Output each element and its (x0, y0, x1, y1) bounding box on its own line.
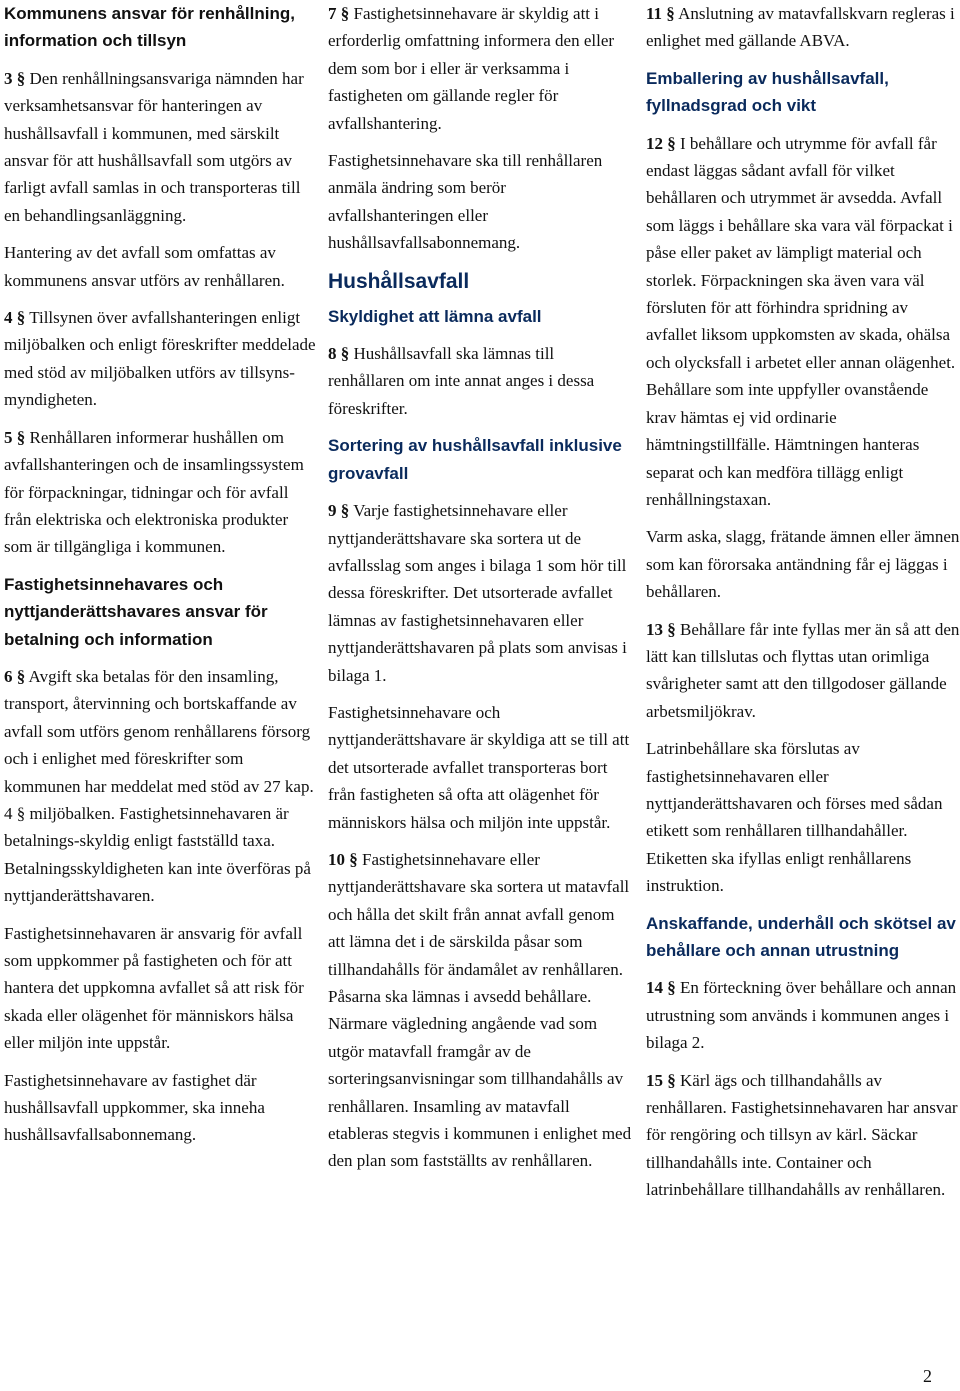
paragraph-6c: Fastighetsinnehavare av fastighet där hushållsavfall uppkommer, ska inneha hushållsavfallsabonnemang. (4, 1070, 265, 1145)
paragraph-3b: Hantering av det avfall som omfattas av kommunens ansvar utförs av renhållaren. (4, 243, 285, 290)
paragraph-text: Avgift ska betalas för den insamling, transport, återvinning och bortskaffande av avfall som utförs genom renhållarens försorg och i enlighet med föreskrifter som kommunen har meddelat med stöd av 27 kap. 4 § miljöbalken. Fastighetsinnehavaren är betalnings-skyldig enligt fastställd taxa. Betalningsskyldigheten kan inte överföras på nyttjanderättshavaren. (4, 666, 314, 906)
heading-kommunens-ansvar: Kommunens ansvar för renhållning, information och tillsyn (4, 4, 295, 51)
paragraph-4 (4, 304, 316, 414)
paragraph-text: Kärl ägs och tillhandahålls av renhållaren. Fastighetsinnehavaren har ansvar för rengöring och tillsyn av kärl. Säckar tillhandahålls inte. Container och latrinbehållare tillhandahålls av renhållaren. (646, 1070, 958, 1200)
section-number: 7 § (328, 4, 350, 23)
paragraph-text: Den renhållningsansvariga nämnden har verksamhetsansvar för hanteringen av hushållsavfall i kommunen, med särskilt ansvar för att hushållsavfall som utgörs av farligt avfall samlas in och transporteras till en behandlingsanläggning. (4, 68, 304, 225)
heading-skyldighet: Skyldighet att lämna avfall (328, 306, 542, 326)
heading-emballering: Emballering av hushållsavfall, fyllnadsgrad och vikt (646, 68, 889, 116)
paragraph-7b: Fastighetsinnehavare ska till renhållaren anmäla ändring som berör avfallshanteringen eller hushållsavfallsabonnemang. (328, 151, 603, 253)
paragraph-12b: Varm aska, slagg, frätande ämnen eller ämnen som kan förorsaka antändning får ej läggas i behållaren. (646, 527, 960, 602)
paragraph-6b: Fastighetsinnehavaren är ansvarig för avfall som uppkommer på fastigheten och för att hantera det uppkomna avfallet så att risk för skada eller olägenhet för människors hälsa eller miljön inte uppstår. (4, 923, 304, 1053)
paragraph-text: Varje fastighetsinnehavare eller nyttjanderättshavare ska sortera ut de avfallsslag som anges i bilaga 1 som hör till dessa föreskrifter. Det utsorterade avfallet lämnas av fastighetsinnehavaren eller nyttjanderättshavaren på plats som anvisas i bilaga 1. (328, 501, 627, 685)
page-number: 2 (923, 1366, 932, 1386)
paragraph-text: Tillsynen över avfallshanteringen enligt miljöbalken och enligt föreskrifter meddelade med stöd av miljöbalken utförs av tillsyns-myndigheten. (4, 308, 316, 410)
paragraph-text: Fastighetsinnehavare är skyldig att i erforderlig omfattning informera den eller dem som bor i eller är verksamma i fastigheten om gällande regler för avfallshantering. (328, 4, 615, 133)
paragraph-text: Behållare får inte fyllas mer än så att den lätt kan tillslutas och flyttas utan orimliga svårigheter samt att den tillgodoser gällande arbetsmiljökrav. (646, 619, 960, 721)
paragraph-14 (646, 974, 960, 1056)
section-number: 12 § (646, 133, 676, 153)
paragraph-12 (646, 130, 960, 514)
paragraph-13 (646, 616, 960, 726)
paragraph-3 (4, 65, 316, 229)
paragraph-text: Hushållsavfall ska lämnas till renhållaren om inte annat anges i dessa föreskrifter. (328, 344, 595, 418)
paragraph-13b: Latrinbehållare ska förslutas av fastighetsinnehavaren eller nyttjanderättshavaren och förses med sådan etikett som renhållaren tillhandahåller. Etiketten ska ifyllas enligt renhållarens instruktion. (646, 739, 943, 896)
paragraph-text: En förteckning över behållare och annan utrustning som används i kommunen anges i bilaga 2. (646, 978, 957, 1053)
heading-fastighetsinnehavares-ansvar: Fastighetsinnehavares och nyttjanderättshavares ansvar för betalning och information (4, 574, 268, 649)
section-number: 10 § (328, 849, 358, 869)
column-2 (328, 0, 633, 1185)
paragraph-15 (646, 1067, 960, 1204)
paragraph-5 (4, 424, 316, 561)
section-number: 6 § (4, 666, 26, 686)
section-number: 11 § (646, 4, 675, 23)
paragraph-8 (328, 340, 633, 422)
paragraph-text: Renhållaren informerar hushållen om avfallshanteringen och de insamlingssystem för förpackningar, tidningar och för avfall från elektriska och elektroniska produkter som är tillgängliga i kommunen. (4, 427, 304, 557)
paragraph-10 (328, 846, 633, 1175)
section-number: 4 § (4, 308, 26, 328)
section-number: 14 § (646, 978, 676, 998)
heading-sortering: Sortering av hushållsavfall inklusive grovavfall (328, 436, 622, 483)
paragraph-text: Fastighetsinnehavare eller nyttjanderättshavare ska sortera ut matavfall och hålla det skilt från annat avfall genom att lämna det i de särskilda påsar som tillhandahålls för ändamålet av renhållaren. Påsarna ska lämnas i avsedd behållare. Närmare vägledning angående vad som utgör matavfall framgår av de sorteringsanvisningar som tillhandahålls av renhållaren. Insamling av matavfall etableras stegvis i kommunen i enlighet med den plan som fastställts av renhållaren. (328, 849, 632, 1171)
section-number: 13 § (646, 619, 676, 639)
paragraph-9 (328, 497, 633, 689)
section-number: 9 § (328, 501, 350, 521)
heading-hushallsavfall: Hushållsavfall (328, 269, 470, 293)
column-1 (4, 0, 316, 1159)
paragraph-text: Anslutning av matavfallskvarn regleras i enlighet med gällande ABVA. (646, 4, 955, 51)
paragraph-11 (646, 0, 960, 55)
section-number: 3 § (4, 68, 26, 88)
section-number: 5 § (4, 427, 26, 447)
section-number: 15 § (646, 1070, 676, 1090)
paragraph-text: I behållare och utrymme för avfall får endast läggas sådant avfall för vilket behållaren och utrymmet är avsedda. Avfall som läggs i behållare ska vara väl förpackat i påse eller paket av lämpligt material och storlek. Förpackningen ska även vara väl försluten för att förhindra spridning av avfallet liksom uppkomsten av skada, ohälsa och olycksfall i arbetet eller annan olägenhet. Behållare som inte uppfyller ovanstående krav hämtas ej vid ordinarie hämtningstillfälle. Hämtningen hanteras separat och kan medföra tillägg enligt renhållningstaxan. (646, 133, 956, 509)
paragraph-6 (4, 663, 316, 910)
column-3 (646, 0, 960, 1214)
paragraph-7 (328, 0, 633, 137)
heading-anskaffande: Anskaffande, underhåll och skötsel av behållare och annan utrustning (646, 913, 956, 960)
paragraph-9b: Fastighetsinnehavare och nyttjanderättshavare är skyldiga att se till att det utsorterade avfallet transporteras bort från fastigheten så ofta att olägenhet för människors hälsa och miljön inte uppstår. (328, 702, 630, 832)
section-number: 8 § (328, 344, 350, 364)
